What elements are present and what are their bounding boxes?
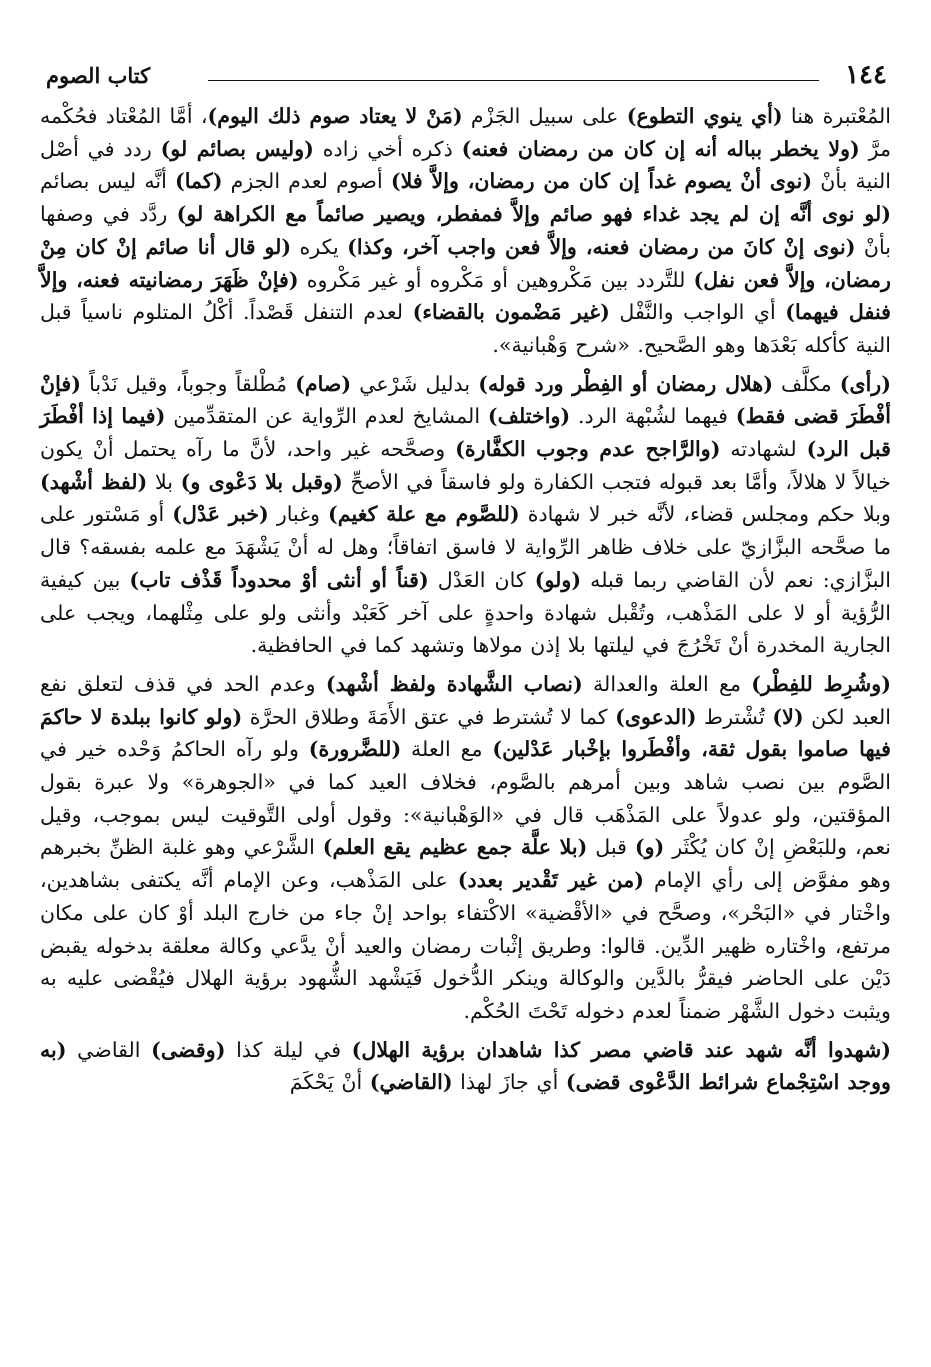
page-number: ١٤٤ (845, 60, 887, 90)
commentary-text: وغبار (268, 502, 329, 527)
matn-text: (للصَّوم مع علة كغيم) (328, 502, 520, 527)
commentary-text: ردَّد في وصفها بأنْ (40, 202, 891, 259)
commentary-text: الشَّرْعي وهو غلبة الظنِّ بخبرهم وهو مفوَّض إلى رأي الإمام (40, 835, 891, 893)
commentary-text: أي الواجب والنَّفْل (609, 300, 786, 325)
commentary-text: ولو رآه الحاكمُ وَحْده خير في الصَّوم بين نصب شاهد وبين أمرهم بالصَّوم، فخلاف العيد كما في «الجوهرة» ولا عبرة بقول المؤقتين، ولو عدولاً على المَذْهَب قال في «الوَهْبانية»: وقول أولى التَّوقيت ليس بموجب، وقيل نعم، وللبَعْضِ إنْ كان يُكْثَر (40, 737, 892, 860)
matn-text: (خبر عَدْل) (172, 502, 269, 527)
matn-text: (واختلف) (487, 404, 571, 429)
matn-text: (الدعوى) (615, 704, 697, 729)
matn-text: (أي ينوي التطوع) (626, 104, 783, 128)
matn-text: (ولا يخطر بباله أنه إن كان من رمضان فعنه) (461, 136, 860, 161)
commentary-text: ردد في أصْل النية بأنْ (40, 136, 891, 194)
commentary-text: القاضي (66, 1037, 152, 1062)
matn-text: (وشُرِط للفِطْر) (751, 671, 891, 696)
commentary-text: مُطْلقاً وجوباً، وقيل نَدْباً (81, 371, 296, 396)
matn-text: (به ووجد اسْتِجْماع شرائط الدَّعْوى قضى) (40, 1037, 891, 1095)
matn-text: (لو نوى أنَّه إن لم يجد غداء فهو صائم وإلاَّ فمفطر، ويصير صائماً مع الكراهة لو) (176, 202, 891, 227)
paragraph (40, 1034, 891, 1099)
matn-text: (و) (634, 835, 665, 860)
commentary-text: مع العلة (401, 737, 493, 762)
commentary-text: فيهما لشُبْهة الرد. (570, 404, 736, 429)
commentary-text: على المَذْهب، وعن الإمام أنَّه يكتفى بشاهدين، واخْتار في «البَحْر»، وصحَّح في «الأقْضية» الاكْتفاء بواحد إنْ جاء من خارج البلد أوْ كان على مكان مرتفع، واخْتاره ظهير الدِّين. قالوا: وطريق إثْبات رمضان والعيد أنْ يدَّعي وكالة معلقة بدخوله يقبض دَيْن على الحاضر فيقرُّ بالدَّين والوكالة وينكر الدُّخول فَيَشْهد الشُّهود برؤية الهلال فيُقْضى عليه به ويثبت دخول الشَّهْر ضمناً لعدم دخوله تَحْتَ الحُكْم. (40, 868, 891, 1023)
matn-text: (قناً أو أنثى أوْ محدوداً قَذْف تاب) (129, 567, 429, 592)
commentary-text: أي جازَ لهذا (452, 1070, 566, 1095)
paragraph (40, 368, 891, 662)
matn-text: (فيما إذا أفْطَرَ قبل الرد) (40, 404, 891, 462)
matn-text: (بلا علَّة جمع عظيم يقع العلم) (322, 835, 588, 860)
commentary-text: قبل (587, 835, 635, 860)
matn-text: (فإنْ ظَهَرَ رمضانيته فعنه، وإلاَّ فنفل فيهما) (40, 267, 892, 325)
commentary-text: ، أمَّا المُعْتاد فحُكْمه مرَّ (40, 104, 891, 161)
paragraph (40, 668, 891, 1028)
commentary-text: بين كيفية الرُّؤية أو لا على المَذْهب، وتُقْبل شهادة واحدةٍ على آخر كَعَبْد وأنثى ولو على مِثْلهما، ويجب على الجارية المخدرة أنْ تَخْرُجَ في ليلتها بلا إذن مولاها وتشهد كما في الحافظية. (40, 567, 891, 658)
book-page (40, 0, 891, 1367)
matn-text: (وقبل بلا دَعْوى و) (180, 469, 343, 494)
matn-text: (كما) (175, 169, 223, 194)
commentary-text: يكره (291, 234, 348, 259)
matn-text: (وقضى) (151, 1037, 226, 1062)
matn-text: (لو قال أنا صائم إنْ كان مِنْ رمضان، وإلاَّ فعن نفل) (40, 234, 891, 292)
commentary-text: ذكره أخي زاده (313, 136, 462, 161)
commentary-text: أو مَسْتور على ما صحَّحه البزَّازيّ على خلاف ظاهر الرِّواية لا فاسق اتفاقاً؛ وهل له أنْ يَشْهَدَ مع علمه بفسقه؟ قال البزَّازي: نعم لأن القاضي ربما قبله (40, 502, 892, 592)
commentary-text: على سبيل الجَزْم (462, 104, 627, 128)
commentary-text: مع العلة والعدالة (582, 671, 752, 696)
matn-text: (رأى) (839, 371, 891, 396)
book-title: كتاب الصوم (46, 63, 151, 88)
page-body (40, 100, 891, 1099)
matn-text: (مَنْ لا يعتاد صوم ذلك اليوم) (207, 104, 463, 128)
matn-text: (والرَّاجح عدم وجوب الكفَّارة) (455, 437, 721, 462)
matn-text: (نصاب الشَّهادة ولفظ أشْهد) (325, 671, 583, 696)
commentary-text: وبلا حكم ومجلس قضاء، لأنَّه خبر لا شهادة (519, 502, 891, 527)
commentary-text: في ليلة كذا (225, 1037, 352, 1062)
commentary-text: للتَّردد بين مَكْروهين أو مَكْروه أو غير مَكْروه (298, 267, 694, 292)
commentary-text: المُعْتبرة هنا (782, 104, 891, 128)
commentary-text: وعدم الحد في قذف لتعلق نفع العبد لكن (40, 671, 892, 729)
commentary-text: أنَّه ليس بصائم (40, 169, 175, 194)
matn-text: (فإنْ أفْطَرَ قضى فقط) (40, 371, 892, 429)
matn-text: (شهدوا أنَّه شهد عند قاضي مصر كذا شاهدان برؤية الهلال) (351, 1037, 891, 1062)
commentary-text: لشهادته (720, 437, 807, 462)
matn-text: (من غير تَقْدير بعدد) (457, 868, 644, 893)
matn-text: (القاضي) (369, 1070, 453, 1095)
commentary-text: بدليل شَرْعي (351, 371, 479, 396)
matn-text: (للضَّرورة) (308, 737, 402, 762)
matn-text: (غير مَضْمون بالقضاء) (412, 300, 610, 325)
page-header (40, 58, 891, 92)
commentary-text: أصوم لعدم الجزم (222, 169, 391, 194)
matn-text: (لفظ أشْهد) (40, 469, 148, 494)
commentary-text: بلا (147, 469, 181, 494)
matn-text: (ولو) (534, 567, 582, 592)
paragraph (40, 100, 891, 362)
matn-text: (هلال رمضان أو الفِطْر ورد قوله) (478, 371, 773, 396)
commentary-text: مكلَّف (772, 371, 840, 396)
commentary-text: كما لا تُشترط في عتق الأَمَةَ وطلاق الحرَّة (242, 704, 616, 729)
matn-text: (نوى أنْ يصوم غداً إن كان من رمضان، وإلاَّ فلا) (390, 169, 813, 194)
commentary-text: أنْ يَحْكَمَ (289, 1070, 370, 1095)
commentary-text: المشايخ لعدم الرِّواية عن المتقدِّمين (165, 404, 488, 429)
matn-text: (صام) (295, 371, 352, 396)
commentary-text: وصحَّحه غير واحد، لأنَّ ما رآه يحتمل أنْ يكون خيالاً لا هلالاً، وأمَّا بعد قبوله فتجب الكفارة ولو فاسقاً في الأصحِّ (40, 437, 891, 494)
commentary-text: لعدم التنفل قَصْداً. أكْلُ المتلوم ناسياً قبل النية كأكله بَعْدَها وهو الصَّحيح. «شرح وَهْبانية». (40, 300, 891, 357)
header-rule (208, 80, 819, 81)
matn-text: (ولو كانوا ببلدة لا حاكمَ فيها صاموا بقول ثقة، وأفْطَروا بإخْبار عَدْلين) (40, 704, 892, 762)
commentary-text: كان العَدْل (428, 567, 535, 592)
commentary-text: تُشْترط (696, 704, 773, 729)
matn-text: (وليس بصائم لو) (160, 136, 314, 161)
matn-text: (نوى إنْ كانَ من رمضان فعنه، وإلاَّ فعن واجب آخر، وكذا) (347, 234, 856, 259)
matn-text: (لا) (772, 704, 804, 729)
